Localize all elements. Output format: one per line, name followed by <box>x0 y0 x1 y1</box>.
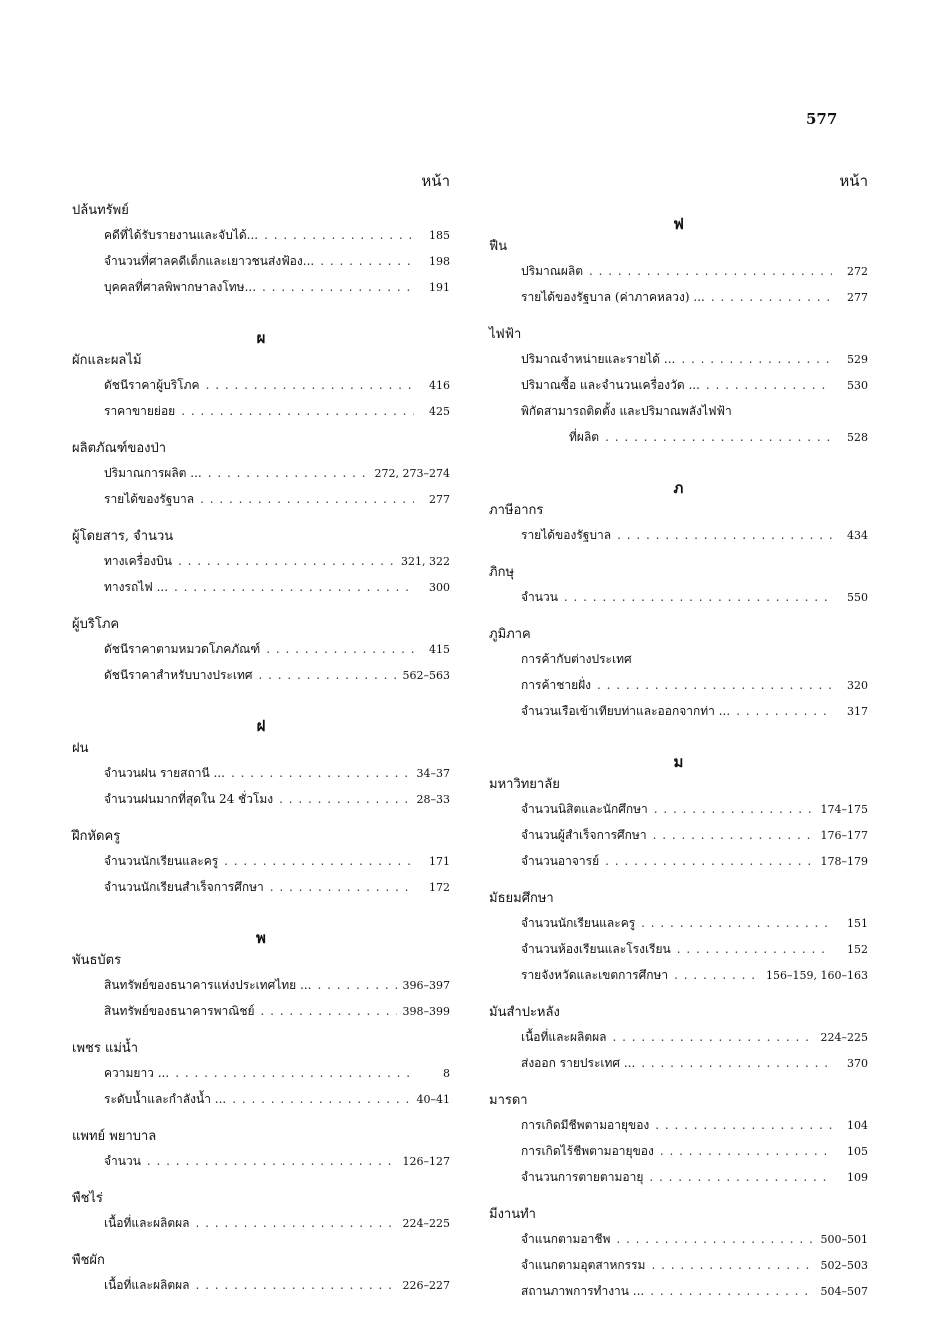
index-topic: พืชผัก <box>72 1253 105 1268</box>
entry-pages: 8 <box>443 1067 450 1080</box>
entry-label: จำแนกตามอุตสาหกรรม <box>521 1258 646 1272</box>
dot-leader <box>605 424 832 450</box>
topic-gap <box>489 548 868 562</box>
entry-label: จำนวนนักเรียนสำเร็จการศึกษา <box>104 880 264 894</box>
topic-gap <box>72 424 450 438</box>
topic-gap <box>72 1236 450 1250</box>
index-entry <box>72 1210 450 1236</box>
dot-leader <box>711 284 832 310</box>
entry-label: เนื้อที่และผลิตผล <box>104 1216 190 1230</box>
entry-pages: 126–127 <box>402 1155 450 1168</box>
page-number: 577 <box>806 110 838 128</box>
index-entry <box>489 822 868 848</box>
index-entry <box>489 796 868 822</box>
topic-gap <box>489 1190 868 1204</box>
entry-label: คดีที่ได้รับรายงานและจับได้... <box>104 228 259 242</box>
index-entry <box>72 874 450 900</box>
index-topic: มันสำปะหลัง <box>489 1005 560 1020</box>
dot-leader <box>178 548 395 574</box>
entry-pages: 178–179 <box>820 855 868 868</box>
index-topic: มีงานทำ <box>489 1207 536 1222</box>
index-entry <box>72 760 450 786</box>
entry-label: จำนวนการตายตามอายุ <box>521 1170 644 1184</box>
topic-gap <box>72 688 450 702</box>
index-body-right <box>489 212 868 1318</box>
dot-leader <box>641 1050 832 1076</box>
entry-pages: 434 <box>847 529 868 542</box>
entry-pages: 226–227 <box>402 1279 450 1292</box>
entry-pages: 28–33 <box>416 793 450 806</box>
entry-pages: 224–225 <box>820 1031 868 1044</box>
entry-label: จำนวน <box>521 590 558 604</box>
entry-pages: 152 <box>847 943 868 956</box>
entry-label: จำนวนฝน รายสถานี ... <box>104 766 225 780</box>
entry-label: ดัชนีราคาสำหรับบางประเทศ <box>104 668 253 682</box>
dot-leader <box>208 460 369 486</box>
dot-leader <box>677 936 832 962</box>
index-entry <box>489 646 868 672</box>
dot-leader <box>264 222 414 248</box>
entry-label: การค้าชายฝั่ง <box>521 678 592 692</box>
index-topic: แพทย์ พยาบาล <box>72 1129 157 1144</box>
entry-pages: 176–177 <box>820 829 868 842</box>
index-topic: ภาษีอากร <box>489 503 544 518</box>
section-letter: พ <box>256 929 266 947</box>
index-entry <box>72 398 450 424</box>
index-column-right <box>489 170 868 1318</box>
topic-gap <box>489 1076 868 1090</box>
entry-pages: 370 <box>847 1057 868 1070</box>
index-topic: ปล้นทรัพย์ <box>72 203 129 218</box>
index-entry <box>489 936 868 962</box>
dot-leader <box>231 760 411 786</box>
section-letter: ฟ <box>673 215 684 233</box>
section-letter: ม <box>673 753 684 771</box>
topic-gap <box>489 310 868 324</box>
index-topic: ผักและผลไม้ <box>72 353 142 368</box>
dot-leader <box>616 1226 814 1252</box>
entry-label: ดัชนีราคาผู้บริโภค <box>104 378 200 392</box>
topic-gap <box>72 1298 450 1312</box>
index-topic: ผู้บริโภค <box>72 617 120 632</box>
entry-label: จำนวนฝนมากที่สุดใน 24 ชั่วโมง <box>104 792 274 806</box>
dot-leader <box>650 1278 814 1304</box>
entry-pages: 34–37 <box>416 767 450 780</box>
entry-pages: 528 <box>847 431 868 444</box>
entry-label: ส่งออก รายประเทศ ... <box>521 1056 636 1070</box>
topic-gap <box>489 874 868 888</box>
index-entry <box>489 284 868 310</box>
entry-pages: 109 <box>847 1171 868 1184</box>
index-entry <box>72 274 450 300</box>
entry-pages: 300 <box>429 581 450 594</box>
dot-leader <box>232 1086 410 1112</box>
entry-label: การเกิดไร้ชีพตามอายุของ <box>521 1144 654 1158</box>
index-topic: ภูมิภาค <box>489 627 531 642</box>
topic-gap <box>72 512 450 526</box>
index-entry <box>489 1112 868 1138</box>
topic-gap <box>489 610 868 624</box>
index-entry <box>489 372 868 398</box>
dot-leader <box>605 848 814 874</box>
index-entry <box>72 1148 450 1174</box>
dot-leader <box>224 848 414 874</box>
entry-label: ปริมาณผลิต <box>521 264 584 278</box>
index-topic: ผู้โดยสาร, จำนวน <box>72 529 174 544</box>
dot-leader <box>660 1138 832 1164</box>
entry-pages: 151 <box>847 917 868 930</box>
entry-pages: 104 <box>847 1119 868 1132</box>
topic-gap <box>489 724 868 738</box>
entry-pages: 172 <box>429 881 450 894</box>
dot-leader <box>597 672 832 698</box>
dot-leader <box>181 398 414 424</box>
entry-pages: 550 <box>847 591 868 604</box>
index-body-left <box>72 200 450 1312</box>
index-topic: มารดา <box>489 1093 528 1108</box>
entry-label: ดัชนีราคาตามหมวดโภคภัณฑ์ <box>104 642 261 656</box>
index-entry <box>489 1164 868 1190</box>
topic-gap <box>72 300 450 314</box>
index-entry <box>489 1278 868 1304</box>
index-entry <box>489 398 868 424</box>
entry-pages: 320 <box>847 679 868 692</box>
dot-leader <box>651 1252 814 1278</box>
index-entry <box>489 258 868 284</box>
index-topic: เพชร แม่น้ำ <box>72 1041 139 1056</box>
dot-leader <box>206 372 414 398</box>
entry-label: รายจังหวัดและเขตการศึกษา <box>521 968 669 982</box>
index-entry <box>72 848 450 874</box>
entry-pages: 529 <box>847 353 868 366</box>
index-entry <box>72 636 450 662</box>
index-column-left <box>72 170 450 1312</box>
topic-gap <box>489 988 868 1002</box>
index-entry <box>489 346 868 372</box>
entry-label: เนื้อที่และผลิตผล <box>521 1030 607 1044</box>
entry-label: รายได้ของรัฐบาล <box>104 492 195 506</box>
entry-pages: 171 <box>429 855 450 868</box>
index-entry <box>72 1086 450 1112</box>
entry-label: จำนวนอาจารย์ <box>521 854 600 868</box>
index-entry <box>489 672 868 698</box>
index-entry <box>489 848 868 874</box>
dot-leader <box>649 1164 832 1190</box>
entry-pages: 105 <box>847 1145 868 1158</box>
entry-pages: 416 <box>429 379 450 392</box>
index-entry <box>489 910 868 936</box>
section-letter: ภ <box>673 479 684 497</box>
entry-pages: 398–399 <box>402 1005 450 1018</box>
entry-label: รายได้ของรัฐบาล (ค่าภาคหลวง) ... <box>521 290 705 304</box>
dot-leader <box>266 636 414 662</box>
index-entry <box>489 1024 868 1050</box>
entry-label: การเกิดมีชีพตามอายุของ <box>521 1118 650 1132</box>
entry-pages: 500–501 <box>820 1233 868 1246</box>
entry-pages: 277 <box>847 291 868 304</box>
dot-leader <box>654 796 815 822</box>
entry-pages: 530 <box>847 379 868 392</box>
dot-leader <box>564 584 832 610</box>
index-entry <box>72 460 450 486</box>
index-entry <box>72 548 450 574</box>
index-entry <box>72 222 450 248</box>
dot-leader <box>674 962 760 988</box>
entry-pages: 174–175 <box>820 803 868 816</box>
column-header-page: หน้า <box>839 172 868 190</box>
entry-label: จำนวนเรือเข้าเทียบท่าและออกจากท่า ... <box>521 704 731 718</box>
topic-gap <box>72 1174 450 1188</box>
entry-label: ปริมาณจำหน่ายและรายได้ ... <box>521 352 676 366</box>
index-entry <box>72 662 450 688</box>
entry-label: ราคาขายย่อย <box>104 404 176 418</box>
index-entry <box>489 584 868 610</box>
entry-pages: 272 <box>847 265 868 278</box>
index-topic: ไฟฟ้า <box>489 327 522 342</box>
dot-leader <box>175 1060 414 1086</box>
index-topic: พันธบัตร <box>72 953 122 968</box>
topic-gap <box>72 600 450 614</box>
index-entry <box>489 1138 868 1164</box>
entry-label: สินทรัพย์ของธนาคารแห่งประเทศไทย ... <box>104 978 312 992</box>
entry-label: ทางเครื่องบิน <box>104 554 172 568</box>
dot-leader <box>262 274 414 300</box>
entry-pages: 40–41 <box>416 1093 450 1106</box>
entry-pages: 277 <box>429 493 450 506</box>
topic-gap <box>72 812 450 826</box>
index-entry <box>72 574 450 600</box>
entry-pages: 317 <box>847 705 868 718</box>
entry-label: ความยาว ... <box>104 1066 170 1080</box>
index-topic: มัธยมศึกษา <box>489 891 554 906</box>
dot-leader <box>613 1024 815 1050</box>
entry-label: เนื้อที่และผลิตผล <box>104 1278 190 1292</box>
entry-label: การค้ากับต่างประเทศ <box>521 652 632 666</box>
entry-label: ปริมาณซื้อ และจำนวนเครื่องวัด ... <box>521 378 700 392</box>
dot-leader <box>261 998 397 1024</box>
index-entry <box>489 1226 868 1252</box>
entry-label: จำนวนนักเรียนและครู <box>521 916 636 930</box>
entry-label: จำนวนห้องเรียนและโรงเรียน <box>521 942 671 956</box>
entry-pages: 562–563 <box>402 669 450 682</box>
dot-leader <box>736 698 832 724</box>
entry-pages: 396–397 <box>402 979 450 992</box>
entry-pages: 425 <box>429 405 450 418</box>
entry-pages: 156–159, 160–163 <box>766 969 868 982</box>
dot-leader <box>279 786 410 812</box>
dot-leader <box>706 372 832 398</box>
index-entry <box>72 372 450 398</box>
index-entry <box>489 424 868 450</box>
index-topic: มหาวิทยาลัย <box>489 777 560 792</box>
dot-leader <box>200 486 414 512</box>
dot-leader <box>320 248 414 274</box>
entry-label: จำนวนนักเรียนและครู <box>104 854 219 868</box>
entry-label: ระดับน้ำและกำลังน้ำ ... <box>104 1092 227 1106</box>
dot-leader <box>589 258 832 284</box>
entry-pages: 224–225 <box>402 1217 450 1230</box>
dot-leader <box>196 1272 397 1298</box>
entry-pages: 272, 273–274 <box>374 467 450 480</box>
entry-pages: 185 <box>429 229 450 242</box>
index-topic: ผลิตภัณฑ์ของป่า <box>72 441 167 456</box>
dot-leader <box>617 522 832 548</box>
entry-label: ปริมาณการผลิต ... <box>104 466 202 480</box>
index-entry <box>72 1272 450 1298</box>
dot-leader <box>655 1112 832 1138</box>
entry-label: จำนวน <box>104 1154 141 1168</box>
index-entry <box>489 962 868 988</box>
dot-leader <box>270 874 414 900</box>
dot-leader <box>258 662 396 688</box>
index-entry <box>72 1060 450 1086</box>
index-entry <box>489 522 868 548</box>
dot-leader <box>196 1210 397 1236</box>
index-entry <box>489 1252 868 1278</box>
index-topic: ฝน <box>72 741 89 756</box>
dot-leader <box>653 822 815 848</box>
entry-pages: 321, 322 <box>401 555 450 568</box>
topic-gap <box>72 1024 450 1038</box>
entry-label: สถานภาพการทำงาน ... <box>521 1284 645 1298</box>
entry-label: รายได้ของรัฐบาล <box>521 528 612 542</box>
index-entry <box>489 698 868 724</box>
entry-label: จำแนกตามอาชีพ <box>521 1232 611 1246</box>
entry-label: จำนวนผู้สำเร็จการศึกษา <box>521 828 647 842</box>
section-letter: ฝ <box>256 717 266 735</box>
dot-leader <box>174 574 414 600</box>
index-topic: ภิกษุ <box>489 565 515 580</box>
index-entry <box>72 486 450 512</box>
dot-leader <box>317 972 396 998</box>
entry-label: สินทรัพย์ของธนาคารพาณิชย์ <box>104 1004 255 1018</box>
entry-pages: 504–507 <box>820 1285 868 1298</box>
topic-gap <box>72 900 450 914</box>
index-entry <box>72 998 450 1024</box>
entry-pages: 502–503 <box>820 1259 868 1272</box>
dot-leader <box>641 910 832 936</box>
dot-leader <box>681 346 832 372</box>
entry-label: จำนวนที่ศาลคดีเด็กและเยาวชนส่งฟ้อง... <box>104 254 315 268</box>
column-header-page: หน้า <box>421 172 450 190</box>
topic-gap <box>72 1112 450 1126</box>
index-entry <box>72 248 450 274</box>
index-entry <box>72 786 450 812</box>
entry-label: จำนวนนิสิตและนักศึกษา <box>521 802 648 816</box>
entry-pages: 198 <box>429 255 450 268</box>
topic-gap <box>489 450 868 464</box>
entry-label: ที่ผลิต <box>569 430 600 444</box>
entry-label: ทางรถไฟ ... <box>104 580 169 594</box>
topic-gap <box>489 1304 868 1318</box>
index-entry <box>489 1050 868 1076</box>
entry-label: บุคคลที่ศาลพิพากษาลงโทษ... <box>104 280 257 294</box>
section-letter: ผ <box>256 329 266 347</box>
index-topic: ฝึกหัดครู <box>72 829 121 844</box>
index-topic: พืชไร่ <box>72 1191 103 1206</box>
index-entry <box>72 972 450 998</box>
entry-label: พิกัดสามารถติดตั้ง และปริมาณพลังไฟฟ้า <box>521 404 732 418</box>
entry-pages: 415 <box>429 643 450 656</box>
index-topic: ฟืน <box>489 239 508 254</box>
dot-leader <box>147 1148 397 1174</box>
entry-pages: 191 <box>429 281 450 294</box>
